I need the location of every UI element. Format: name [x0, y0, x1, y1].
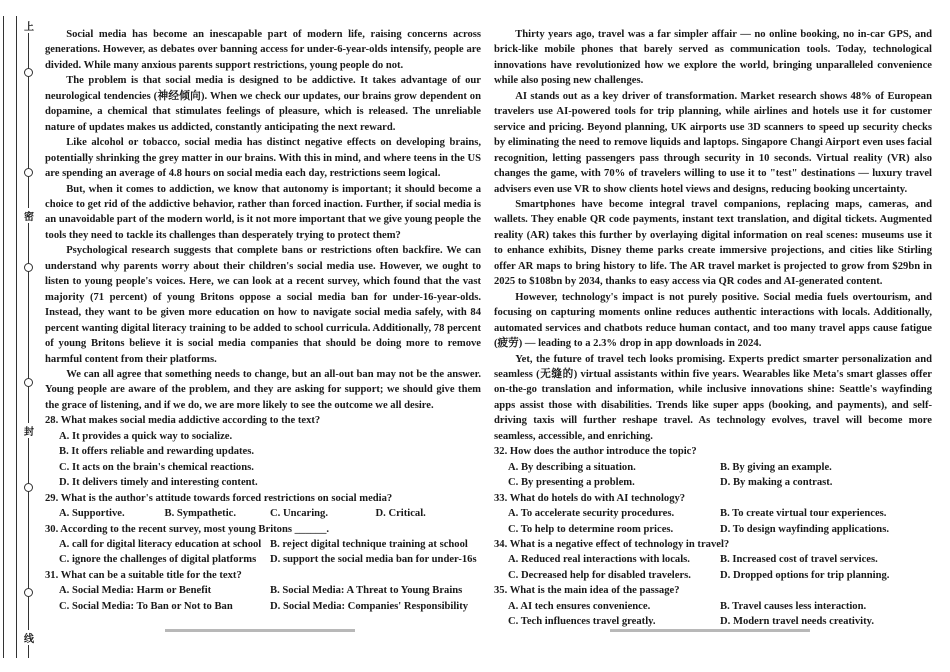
question-stem: 34. What is a negative effect of technology in travel?	[494, 538, 730, 550]
passage-paragraph: Like alcohol or tobacco, social media has distinct negative effects on developing brains, potentially shrinking the grey matter in our brains. With this in mind, and where teens in the US are spending an average of 4.8 hours on social media each day, restrictions seem logical.	[45, 137, 481, 180]
passage-paragraph: But, when it comes to addiction, we know that autonomy is important; it should become a choice to get rid of the addictive behavior, rather than forced inaction. Further, if social media is an unavoidable part of the modern world, is it not more important that we give young people the tools they need to tackle its challenges than desperately trying to protect them?	[45, 183, 481, 241]
seal-mark: 封	[22, 423, 36, 438]
answer-option[interactable]: C. It acts on the brain's chemical reactions.	[59, 461, 254, 473]
answer-option[interactable]: B. Social Media: A Threat to Young Brains	[270, 585, 463, 597]
answer-option[interactable]: D. Social Media: Companies' Responsibility	[270, 600, 469, 612]
answer-option[interactable]: D. It delivers timely and interesting content.	[59, 477, 258, 489]
question-stem: 32. How does the author introduce the topic?	[494, 446, 697, 458]
answer-option[interactable]: D. To design wayfinding applications.	[720, 523, 889, 535]
answer-option[interactable]: C. By presenting a problem.	[508, 477, 635, 489]
answer-options	[45, 506, 481, 521]
answer-option[interactable]: B. reject digital technique training at school	[270, 538, 468, 550]
seal-mark: 密	[22, 208, 36, 223]
answer-option[interactable]: A. Supportive.	[59, 508, 125, 520]
seal-dot	[24, 263, 33, 272]
answer-option[interactable]: A. Reduced real interactions with locals.	[508, 554, 690, 566]
answer-option[interactable]: A. To accelerate security procedures.	[508, 508, 675, 520]
answer-option[interactable]: D. Dropped options for trip planning.	[720, 569, 890, 581]
answer-option[interactable]: D. By making a contrast.	[720, 477, 833, 489]
answer-option[interactable]: C. Social Media: To Ban or Not to Ban	[59, 600, 233, 612]
page-footer-left	[165, 629, 355, 632]
question-stem: 28. What makes social media addictive according to the text?	[45, 415, 321, 427]
passage-paragraph: Psychological research suggests that complete bans or restrictions often backfire. We can understand why parents worry about their children's social media use. However, we ought to listen to young people's voices. Here, we can look at a recent survey, which found that the vast majority (71 percent) of young Britons oppose a social media ban for under-16-year-olds. Instead, they want to be given more education on how to navigate social media safely, with 84 percent wanting digital literacy training to be added to school curricula. Additionally, 78 percent of young Britons believe it is social media companies that should be doing more to remove harmful content from their platforms.	[45, 245, 481, 365]
answer-option[interactable]: C. Uncaring.	[270, 508, 328, 520]
question	[45, 491, 481, 522]
passage-paragraph: Social media has become an inescapable part of modern life, raising concerns across generations. However, as debates over banning access for under-6-year-olds intensify, people are divided. While many anxious parents support restrictions, young people do not.	[45, 29, 481, 71]
passage-paragraph: We can all agree that something needs to change, but an all-out ban may not be the answer. Young people are aware of the problem, and they are asking for support; we should give them the grace of listening, and if we do, we are more likely to see the outcome we all desire.	[45, 368, 481, 411]
question-stem: 29. What is the author's attitude towards forced restrictions on social media?	[45, 492, 393, 504]
answer-option[interactable]: C. Decreased help for disabled travelers.	[508, 569, 691, 581]
answer-option[interactable]: B. By giving an example.	[720, 461, 832, 473]
answer-options	[494, 506, 932, 537]
answer-options	[494, 599, 932, 630]
seal-dot	[24, 588, 33, 597]
question	[45, 568, 481, 614]
answer-options	[45, 583, 481, 614]
seal-dot	[24, 378, 33, 387]
seal-dot	[24, 168, 33, 177]
question	[494, 537, 932, 583]
answer-option[interactable]: A. It provides a quick way to socialize.	[59, 430, 233, 442]
margin-rule	[3, 16, 4, 658]
question-stem: 30. According to the recent survey, most young Britons ______.	[45, 523, 330, 535]
answer-options	[494, 552, 932, 583]
answer-option[interactable]: B. To create virtual tour experiences.	[720, 508, 887, 520]
right-column	[494, 27, 932, 630]
binding-margin	[0, 0, 40, 672]
answer-options	[45, 429, 481, 491]
answer-options	[45, 537, 481, 568]
question	[494, 583, 932, 629]
answer-option[interactable]: A. AI tech ensures convenience.	[508, 600, 651, 612]
seal-dot	[24, 68, 33, 77]
question	[45, 522, 481, 568]
seal-line	[22, 18, 36, 658]
answer-option[interactable]: C. To help to determine room prices.	[508, 523, 674, 535]
page-footer-right	[610, 629, 810, 632]
question-stem: 33. What do hotels do with AI technology?	[494, 492, 686, 504]
answer-option[interactable]: B. Travel causes less interaction.	[720, 600, 867, 612]
passage-paragraph: However, technology's impact is not purely positive. Social media fuels overtourism, and focusing on capturing moments online reduces authentic interactions with locals. Additionally, automated services and chatbots reduce human contact, and too many travel apps cause fatigue (疲劳) — leading to a 2.3% drop in app downloads in 2024.	[494, 291, 932, 350]
answer-option[interactable]: D. support the social media ban for under-16s	[270, 554, 477, 566]
seal-dot	[24, 483, 33, 492]
question-stem: 35. What is the main idea of the passage?	[494, 585, 680, 597]
answer-option[interactable]: B. Sympathetic.	[164, 508, 237, 520]
passage-paragraph: AI stands out as a key driver of transformation. Market research shows 48% of European travelers use AI-powered tools for trip planning, while airlines and hotels use it for customer service and pricing. Beyond planning, UK airports use 3D scanners to speed up security checks by eliminating the need to remove liquids and laptops. Singapore Changi Airport even uses facial recognition, letting passengers pass through security in 10 seconds. Virtual reality (VR) also changes the game, with 70% of travelers willing to use it to "test" destinations — luxury travel advisers even use VR to show clients hotel views and designs, reducing booking uncertainty.	[494, 90, 932, 195]
left-column	[45, 27, 481, 614]
question	[45, 413, 481, 490]
answer-option[interactable]: A. By describing a situation.	[508, 461, 636, 473]
question	[494, 491, 932, 537]
seal-mark: 上	[22, 18, 36, 33]
passage-paragraph: Yet, the future of travel tech looks promising. Experts predict smarter personalization and seamless (无缝的) virtual assistants within five years. Wearables like Meta's smart glasses offer on-the-go translation and information, while inclusive innovations shine: Seattle's wayfinding apps assist those with disabilities. Trends like super apps (booking, and payments), and self-driving taxis will further reshape travel. As technology evolves, travel will become more seamless, accessible, and enriching.	[494, 353, 932, 442]
answer-option[interactable]: B. It offers reliable and rewarding updates.	[59, 446, 255, 458]
answer-option[interactable]: C. Tech influences travel greatly.	[508, 616, 656, 628]
answer-option[interactable]: B. Increased cost of travel services.	[720, 554, 878, 566]
question	[494, 444, 932, 490]
answer-option[interactable]: A. call for digital literacy education at school	[59, 538, 262, 550]
passage-paragraph: The problem is that social media is designed to be addictive. It takes advantage of our neurological tendencies (神经倾向). When we check our updates, our brains grow dependent on dopamine, a chemical that stimulates feelings of pleasure, which is released. The unreliable nature of updates makes us addicted, constantly anticipating the next reward.	[45, 75, 481, 133]
answer-options	[494, 460, 932, 491]
answer-option[interactable]: C. ignore the challenges of digital platforms	[59, 554, 257, 566]
margin-rule	[16, 16, 17, 658]
answer-option[interactable]: A. Social Media: Harm or Benefit	[59, 585, 212, 597]
answer-option[interactable]: D. Modern travel needs creativity.	[720, 616, 874, 628]
passage-paragraph: Smartphones have become integral travel companions, replacing maps, cameras, and wallets. They enable QR code payments, instant text translation, and digital tickets. Augmented reality (AR) takes this further by overlaying digital information on real scenes: museums use it to enhance exhibits, Disney theme parks create immersive projections, and cities like Stirling offer AR maps to bring history to life. The AR travel market is projected to grow from $29bn in 2025 to $108bn by 2034, thanks to easy access via QR codes and AI-generated content.	[494, 198, 932, 288]
passage-paragraph: Thirty years ago, travel was a far simpler affair — no online booking, no in-car GPS, and brick-like mobile phones that barely served as communication tools. Today, technological innovations have revolutionized how we explore the world, bringing unparalleled convenience while also posing new challenges.	[494, 29, 932, 87]
seal-mark: 线	[22, 630, 36, 645]
answer-option[interactable]: D. Critical.	[375, 508, 426, 520]
question-stem: 31. What can be a suitable title for the text?	[45, 569, 242, 581]
